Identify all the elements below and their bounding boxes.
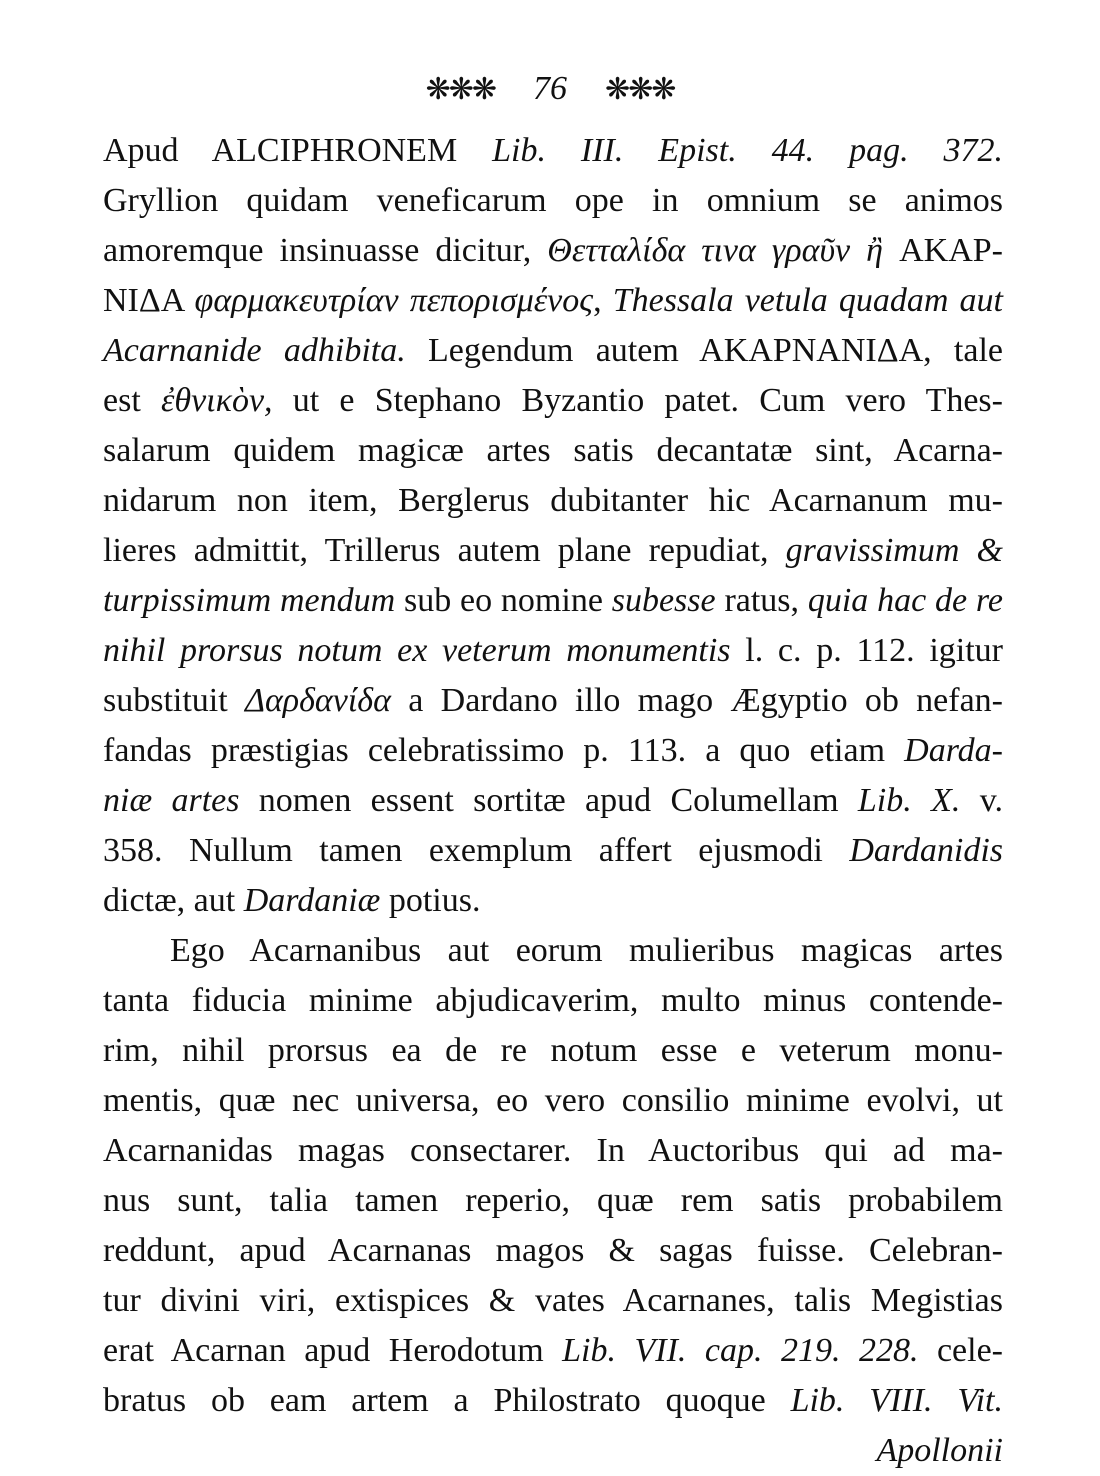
text-run: Ego Acarnanibus aut eorum mulieribus magicas artes (170, 932, 1003, 969)
italic-text: nihil prorsus notum ex veterum monumentis (103, 632, 731, 669)
text-line (103, 826, 1003, 876)
text-run (457, 132, 492, 169)
text-run: potius. (380, 882, 481, 919)
text-run: lieres admittit, Trillerus autem plane repudiat, (103, 532, 786, 569)
italic-text: subesse (611, 582, 716, 619)
text-line (103, 1326, 1003, 1376)
text-run: l. c. p. 112. igitur (730, 632, 1004, 669)
text-line (103, 876, 1003, 926)
italic-text: Darda- (904, 732, 1003, 769)
italic-text: ἐθνικὸν, (160, 382, 273, 419)
text-run: ratus, (715, 582, 808, 619)
text-line (103, 176, 1003, 226)
text-line (103, 1026, 1003, 1076)
italic-text: φαρμακευτρίαν πεπορισμένος (194, 282, 594, 319)
italic-text: Lib. VIII. Vit. (790, 1382, 1004, 1419)
text-run: amoremque insinuasse dicitur, (103, 232, 548, 269)
italic-text: Dardanidis (849, 832, 1003, 869)
text-line (103, 1076, 1003, 1126)
italic-text: Apollonii (876, 1432, 1003, 1469)
italic-text: Lib. VII. cap. 219. 228. (562, 1332, 919, 1369)
text-line (103, 1376, 1003, 1426)
text-run: erat Acarnan apud Herodotum (103, 1332, 563, 1369)
text-run: NIΔA (103, 282, 195, 319)
italic-text: turpissimum mendum (103, 582, 396, 619)
text-run: a Dardano illo mago Ægyptio ob nefan- (390, 682, 1003, 719)
page-number: 76 (533, 70, 567, 107)
text-run: Gryllion quidam veneficarum ope in omnium se animos (103, 182, 1003, 219)
text-line (103, 376, 1003, 426)
text-line (103, 976, 1003, 1026)
text-line (103, 1126, 1003, 1176)
italic-text: niæ artes (103, 782, 240, 819)
text-line (103, 1426, 1003, 1476)
ornament-left-icon: ❋❋❋ (425, 73, 495, 106)
italic-text: Acarnanide adhibita. (103, 332, 406, 369)
text-run: substituit (103, 682, 245, 719)
text-line (170, 926, 1003, 976)
text-run: tanta fiducia minime abjudicaverim, multo minus contende- (103, 982, 1003, 1019)
text-run: dictæ, aut (103, 882, 244, 919)
text-run: tur divini viri, extispices & vates Acarnanes, talis Megistias (103, 1282, 1003, 1319)
text-run: ut e Stephano Byzantio patet. Cum vero Thes- (272, 382, 1003, 419)
text-run: fandas præstigias celebratissimo p. 113. a quo etiam (103, 732, 905, 769)
text-line (103, 426, 1003, 476)
text-run: ALCIPHRONEM (211, 132, 458, 169)
italic-text: Θετταλίδα τινα γραῦν ἢ (547, 232, 884, 269)
text-line (103, 576, 1003, 626)
italic-text: Thessala vetula quadam aut (612, 282, 1003, 319)
text-line (103, 126, 1003, 176)
text-run: mentis, quæ nec universa, eo vero consilio minime evolvi, ut (103, 1082, 1003, 1119)
text-line (103, 1176, 1003, 1226)
text-run: v. (960, 782, 1003, 819)
text-run: Legendum autem AKAPNANIΔA, tale (405, 332, 1004, 369)
text-line (103, 276, 1003, 326)
italic-text: gravissimum & (785, 532, 1003, 569)
text-line (103, 676, 1003, 726)
text-line (103, 626, 1003, 676)
text-run: est (103, 382, 161, 419)
text-line (103, 776, 1003, 826)
italic-text: Lib. III. Epist. 44. pag. 372. (492, 132, 1003, 169)
text-line (103, 476, 1003, 526)
text-line (103, 226, 1003, 276)
text-run: reddunt, apud Acarnanas magos & sagas fuisse. Celebran- (103, 1232, 1003, 1269)
text-run: Apud (103, 132, 212, 169)
page-header (0, 70, 1100, 108)
text-run: nus sunt, talia tamen reperio, quæ rem satis probabilem (103, 1182, 1003, 1219)
text-run: rim, nihil prorsus ea de re notum esse e veterum monu- (103, 1032, 1003, 1069)
text-run: Acarnanidas magas consectarer. In Auctoribus qui ad ma- (103, 1132, 1003, 1169)
italic-text: quia hac de re (807, 582, 1003, 619)
text-run: , (593, 282, 613, 319)
text-run: bratus ob eam artem a Philostrato quoque (103, 1382, 791, 1419)
text-line (103, 1276, 1003, 1326)
text-line (103, 1226, 1003, 1276)
text-run: sub eo nomine (395, 582, 612, 619)
italic-text: Lib. X. (857, 782, 961, 819)
text-line (103, 726, 1003, 776)
ornament-right-icon: ❋❋❋ (605, 73, 675, 106)
text-line (103, 326, 1003, 376)
italic-text: Dardaniæ (243, 882, 381, 919)
text-run: nomen essent sortitæ apud Columellam (239, 782, 858, 819)
italic-text: Δαρδανίδα (245, 682, 391, 719)
text-run: AKAP- (883, 232, 1003, 269)
text-run: salarum quidem magicæ artes satis decantatæ sint, Acarna- (103, 432, 1003, 469)
text-run: nidarum non item, Berglerus dubitanter hic Acarnanum mu- (103, 482, 1003, 519)
text-run: cele- (918, 1332, 1003, 1369)
text-line (103, 526, 1003, 576)
text-run: 358. Nullum tamen exemplum affert ejusmodi (103, 832, 850, 869)
